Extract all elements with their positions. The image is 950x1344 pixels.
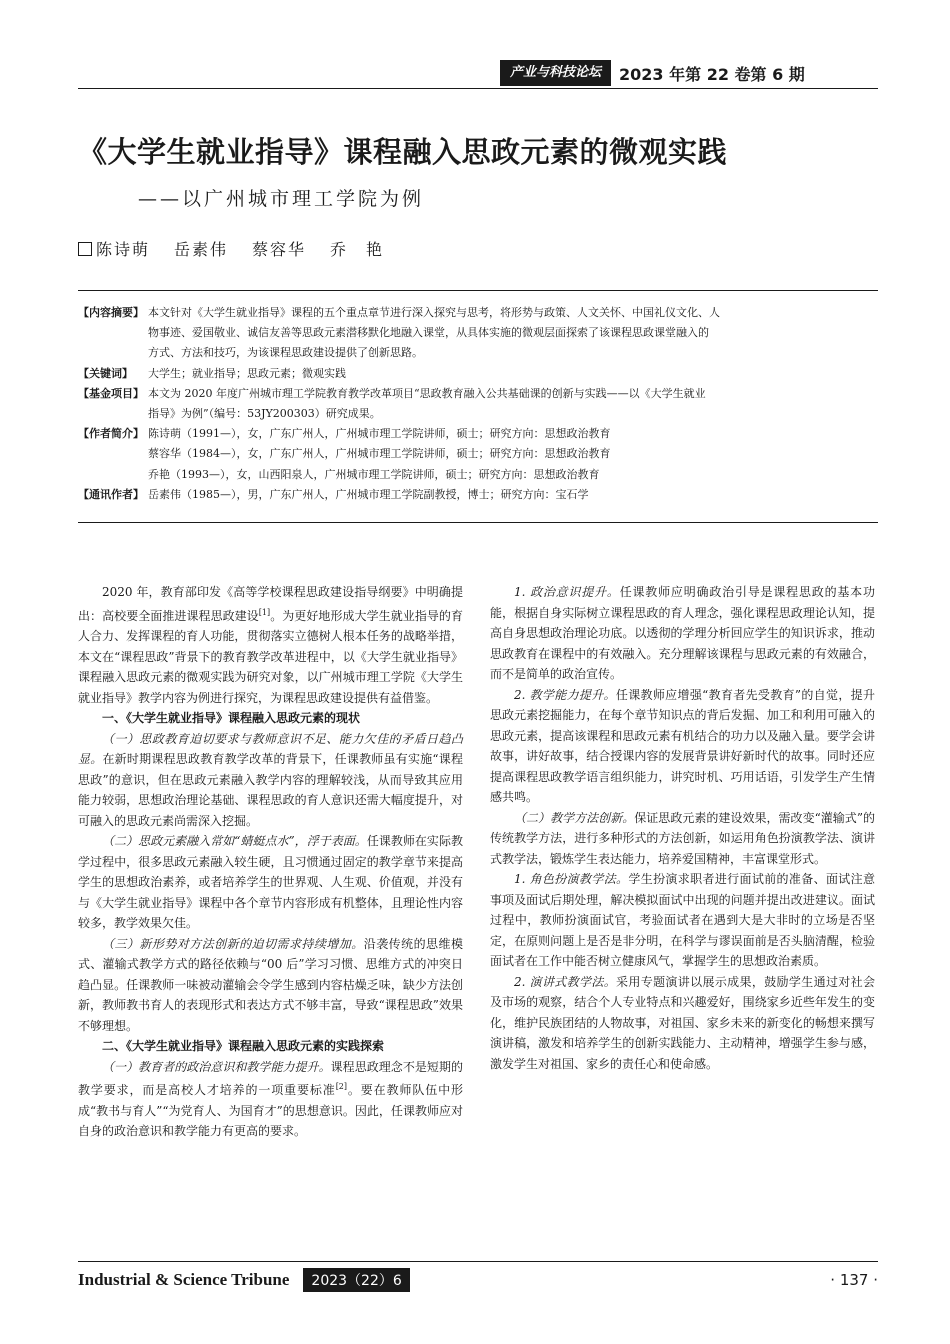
meta-rule-bottom [78,522,878,523]
author-bio-line: 陈诗萌（1991—），女，广东广州人，广州城市理工学院讲师，硕士；研究方向：思想政治教育 [148,427,611,441]
issue-number: 2023 年第 22 卷第 6 期 [619,64,805,84]
paragraph [78,729,463,832]
fund-line: 指导》为例”（编号：53JY200303）研究成果。 [148,407,381,421]
author-name: 乔 艳 [330,240,385,259]
keywords-label: 【关键词】 [78,366,133,380]
section-heading-1: 一、《大学生就业指导》课程融入思政元素的现状 [102,711,361,725]
paragraph [78,1057,463,1142]
intro-text-cont: 。为更好地形成大学生就业指导的育人合力、发挥课程的育人功能，贯彻落实立德树人根本任务的战略举措，本文在“课程思政”背景下的教育教学改革进程中，以《大学生就业指导》课程融入思政元素的微观实践为研究对象，以广州城市理工学院《大学生就业指导》教学内容为例进行探究，为课程思政建设提供有益借鉴。 [78,608,463,705]
paragraph [78,831,463,934]
abstract-line: 物事迹、爱国敬业、诚信友善等思政元素潜移默化地融入课堂，从具体实施的微观层面探索了该课程思政课堂融入的 [148,326,709,340]
citation-ref: [1] [258,607,271,617]
fund-line: 本文为 2020 年度广州城市理工学院教育教学改革项目“思政教育融入公共基础课的创新与实践——以《大学生就业 [148,386,706,400]
footer-issue-badge: 2023（22）6 [303,1268,409,1292]
bottom-rule [78,1261,878,1262]
paragraph-text: 采用专题演讲以展示成果，鼓励学生通过对社会及市场的观察，结合个人专业特点和兴趣爱好，围绕家乡近些年发生的变化，维护民族团结的人物故事，对祖国、家乡未来的新变化的畅想来撰写演讲稿，激发和培养学生的创新实践能力、主动精神，增强学生参与感，激发学生对祖国、家乡的责任心和使命感。 [490,974,875,1071]
paragraph-heading: （一）思政教育迫切要求与教师意识不足、能力欠佳的矛盾日趋凸显。 [78,731,463,766]
abstract-text [148,303,878,364]
masthead [500,60,805,86]
corresponding-text: 岳素伟（1985—），男，广东广州人，广州城市理工学院副教授，博士；研究方向：宝石学 [148,487,589,501]
paragraph-heading: （二）思政元素融入常如“蜻蜓点水”，浮于表面。 [102,834,367,848]
abstract-line: 本文针对《大学生就业指导》课程的五个重点章节进行深入探究与思考，将形势与政策、人文关怀、中国礼仪文化、人 [148,306,720,319]
fund-label: 【基金项目】 [78,386,144,400]
author-bio-row [78,424,878,485]
author-name: 岳素伟 [174,240,229,259]
corresponding-row [78,485,878,505]
abstract-label: 【内容摘要】 [78,306,144,319]
author-name: 蔡容华 [252,240,307,259]
article-subtitle: ——以广州城市理工学院为例 [138,188,425,210]
paragraph-heading: （一）教育者的政治意识和教学能力提升。 [102,1059,331,1074]
paragraph [490,808,875,870]
paragraph-text: 课程思政理念不是短期的教学要求，而是高校人才培养的一项重要标准 [78,1059,463,1097]
article-metadata [78,303,878,505]
paragraph-heading: 1. 政治意识提升。 [514,585,620,599]
body-column-right [490,582,875,1074]
author-bio-line: 乔艳（1993—），女，山西阳泉人，广州城市理工学院讲师，硕士；研究方向：思想政治教育 [148,467,600,481]
paragraph [490,869,875,972]
keywords-text: 大学生；就业指导；思政元素；微观实践 [148,366,346,380]
meta-rule-top [78,290,878,291]
article-title: 《大学生就业指导》课程融入思政元素的微观实践 [78,135,728,169]
paragraph-heading: 1. 角色扮演教学法。 [514,872,629,886]
page-footer [78,1268,878,1292]
keywords-row [78,364,878,384]
author-bio-text [148,424,878,485]
intro-text: 2020 年，教育部印发《高等学校课程思政建设指导纲要》中明确提出：高校要全面推进课程思政建设 [78,585,463,623]
paragraph-text: 任课教师应明确政治引导是课程思政的基本功能，根据自身实际树立课程思政的育人理念，强化课程思政理论认知，提高自身思想政治理论功底。以透彻的学理分析回应学生的知识诉求，推动思政教育在课程中的有效融入。充分理解该课程与思政元素的有效融合，而不是简单的政治宣传。 [490,585,875,681]
paragraph-heading: 2. 演讲式教学法。 [514,974,617,989]
paragraph [490,685,875,808]
footer-journal-name: Industrial & Science Tribune [78,1270,290,1289]
paragraph-text: 沿袭传统的思维模式、灌输式教学方式的路径依赖与“00 后”学习习惯、思维方式的冲突日趋凸显。任课教师一味被动灌输会令学生感到内容枯燥乏味，缺少方法创新，教师教书育人的表现形式和表达方式不够丰富，导致“课程思政”效果不够理想。 [78,936,463,1033]
abstract-line: 方式、方法和技巧，为该课程思政建设提供了创新思路。 [148,346,423,360]
paragraph-text: 任课教师在实际教学过程中，很多思政元素融入较生硬，且习惯通过固定的教学章节来提高学生的思想政治素养，或者培养学生的世界观、人生观、价值观，并没有与《大学生就业指导》课程中各个章节内容形成有机整体，且理论性内容较多，教学效果欠佳。 [78,834,463,930]
journal-tag: 产业与科技论坛 [500,60,611,86]
corresponding-label: 【通讯作者】 [78,487,144,501]
top-rule [78,88,878,89]
abstract-row [78,303,878,364]
paragraph-text: 保证思政元素的建设效果，需改变“灌输式”的传统教学方法，进行多种形式的方法创新，如运用角色扮演教学法、演讲式教学法，锻炼学生表达能力，培养爱国精神，丰富课堂形式。 [490,810,875,866]
paragraph-text-cont: 。要在教师队伍中形成“教书与育人”“为党育人、为国育才”的思想意识。因此，任课教师应对自身的政治意识和教学能力有更高的要求。 [78,1083,463,1138]
section-heading-2: 二、《大学生就业指导》课程融入思政元素的实践探索 [102,1039,385,1053]
body-column-left [78,582,463,1142]
author-bio-line: 蔡容华（1984—），女，广东广州人，广州城市理工学院讲师，硕士；研究方向：思想政治教育 [148,447,611,461]
paragraph-text: 在新时期课程思政教育教学改革的背景下，任课教师虽有实施“课程思政”的意识，但在思政元素融入教学内容的理解较浅，从而导致其应用能力较弱，思想政治理论基础、课程思政的育人意识还需大幅度提升，对可融入的思政元素尚需深入挖掘。 [78,752,463,828]
intro-paragraph [78,582,463,708]
author-list [78,237,408,260]
paragraph-heading: （三）新形势对方法创新的迫切需求持续增加。 [102,936,364,951]
page-number: · 137 · [830,1271,878,1289]
paragraph [490,972,875,1075]
paragraph-text: 任课教师应增强“教育者先受教育”的自觉，提升思政元素挖掘能力，在每个章节知识点的背后发掘、加工和利用可融入的思政元素，提高该课程和思政元素有机结合的功力以及融入量。要学会讲故事，讲好故事，结合授课内容的发展背景讲好新时代的故事。同时还应提高课程思政教学语言组织能力，讲究时机、巧用话语，引发学生产生情感共鸣。 [490,687,875,804]
paragraph-heading: （二）教学方法创新。 [514,810,635,825]
paragraph [78,934,463,1037]
fund-text [148,384,878,424]
paragraph-text: 学生扮演求职者进行面试前的准备、面试注意事项及面试后期处理，解决模拟面试中出现的问题并提出改进建议。面试过程中，教师扮演面试官，考验面试者在遇到大是大非时的立场是否坚定，在原则问题上是否是非分明，在科学与谬误面前是否头脑清醒，检验面试者在工作中能否树立健康风气，掌握学生的思想政治素质。 [490,872,875,968]
paragraph-heading: 2. 教学能力提升。 [514,687,616,702]
paragraph [490,582,875,685]
fund-row [78,384,878,424]
author-bio-label: 【作者简介】 [78,427,144,441]
citation-ref: [2] [335,1082,348,1091]
author-name: 陈诗萌 [96,240,151,259]
author-box-icon [78,242,92,256]
